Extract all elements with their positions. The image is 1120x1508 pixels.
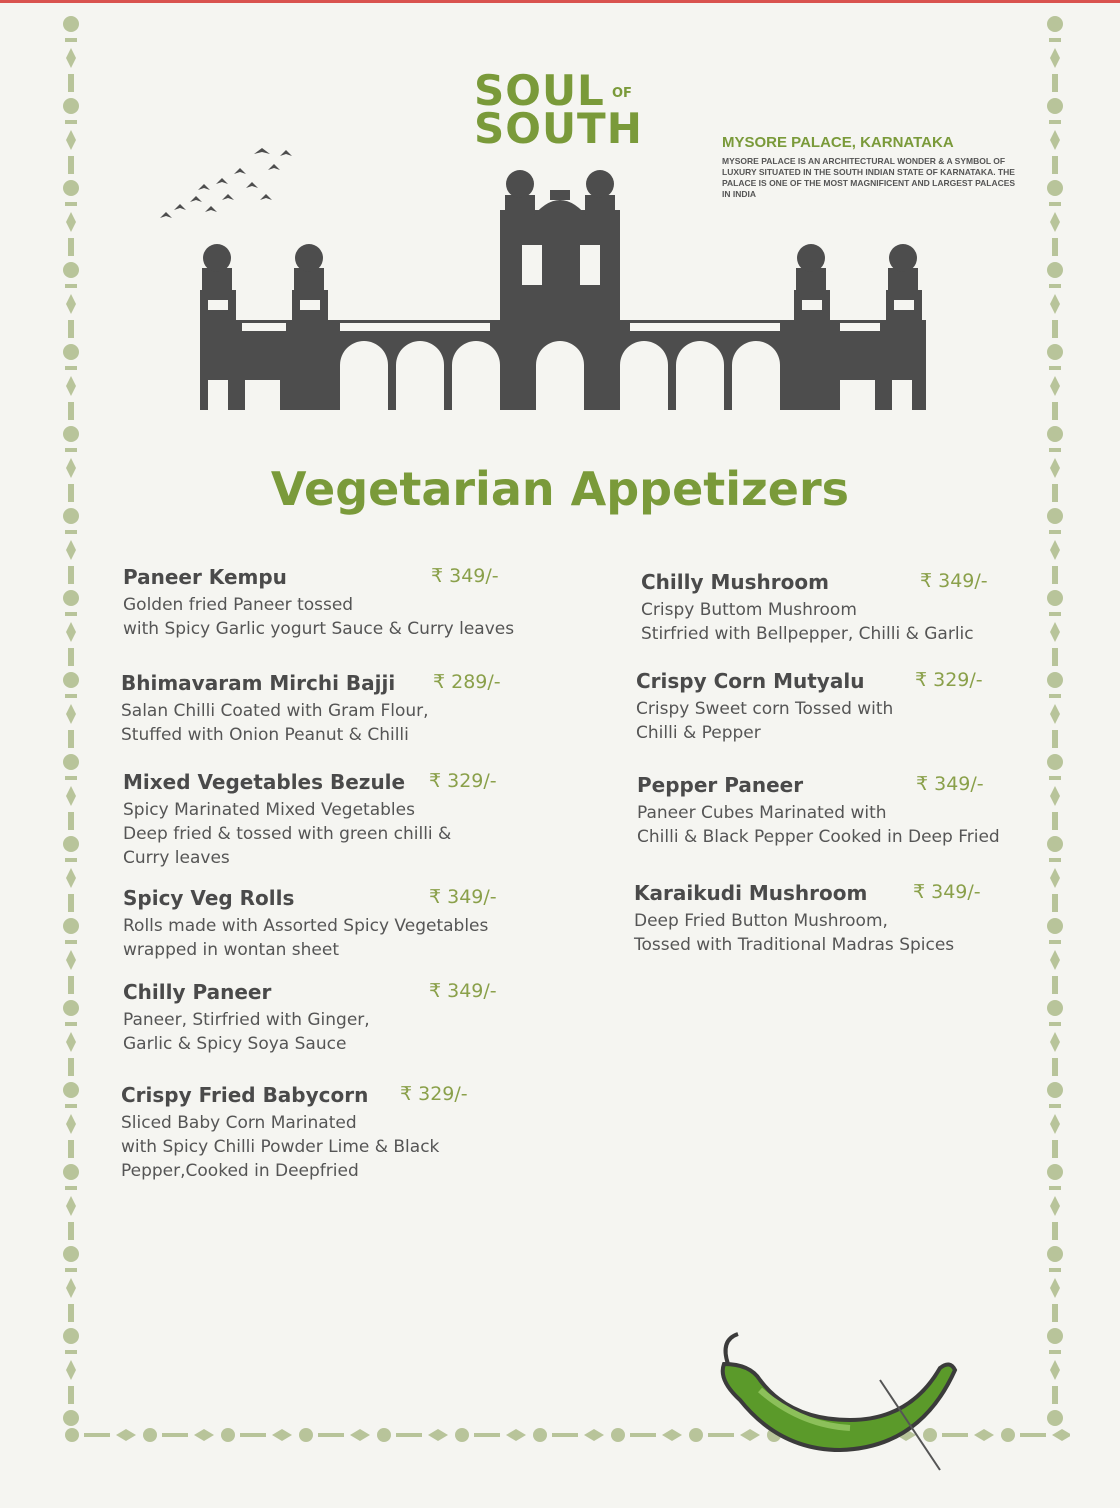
palace-silhouette-icon <box>150 140 950 420</box>
border-ornament <box>1049 530 1061 534</box>
menu-item-pepper-paneer <box>637 773 1067 849</box>
border-ornament <box>552 1433 578 1437</box>
border-ornament <box>63 344 79 360</box>
border-ornament <box>66 1032 76 1052</box>
border-ornament <box>68 156 74 174</box>
border-ornament <box>1047 754 1063 770</box>
border-ornament <box>1052 1386 1058 1404</box>
menu-item-name: Crispy Corn Mutyalu <box>636 669 865 693</box>
border-ornament <box>63 754 79 770</box>
border-ornament <box>1052 320 1058 338</box>
border-ornament <box>240 1433 266 1437</box>
menu-item-crispy-corn-mutyalu <box>636 669 1066 745</box>
border-ornament <box>1052 1429 1070 1441</box>
border-ornament <box>65 366 77 370</box>
border-ornament <box>66 868 76 888</box>
border-ornament <box>221 1428 235 1442</box>
border-ornament <box>1050 1360 1060 1380</box>
border-ornament <box>63 1246 79 1262</box>
menu-item-name: Crispy Fried Babycorn <box>121 1083 369 1107</box>
border-ornament <box>1049 202 1061 206</box>
border-ornament <box>1047 16 1063 32</box>
border-ornament <box>68 402 74 420</box>
menu-item-price: ₹ 349/- <box>429 980 497 1002</box>
menu-item-price: ₹ 329/- <box>400 1083 468 1105</box>
border-ornament <box>630 1433 656 1437</box>
menu-item-description: Rolls made with Assorted Spicy Vegetables wrapped in wontan sheet <box>123 916 489 960</box>
border-ornament <box>66 622 76 642</box>
menu-item-karaikudi-mushroom <box>634 881 1064 957</box>
border-ornament <box>63 426 79 442</box>
border-ornament <box>1047 1328 1063 1344</box>
border-ornament <box>1049 1268 1061 1272</box>
border-ornament <box>455 1428 469 1442</box>
border-ornament <box>68 566 74 584</box>
border-ornament <box>1049 38 1061 42</box>
menu-item-description: Spicy Marinated Mixed Vegetables Deep fried & tossed with green chilli & Curry leaves <box>123 800 452 868</box>
border-ornament <box>68 1304 74 1322</box>
border-ornament <box>66 130 76 150</box>
border-ornament <box>66 1114 76 1134</box>
border-ornament <box>1050 130 1060 150</box>
border-ornament <box>1050 294 1060 314</box>
menu-item-name: Paneer Kempu <box>123 565 287 589</box>
border-ornament <box>65 940 77 944</box>
menu-item-name: Bhimavaram Mirchi Bajji <box>121 671 396 695</box>
border-ornament <box>68 320 74 338</box>
brand-line-1: SOUL <box>474 66 605 115</box>
border-ornament <box>1050 1032 1060 1052</box>
border-ornament <box>1050 540 1060 560</box>
border-ornament <box>1052 976 1058 994</box>
menu-item-chilly-paneer <box>123 980 553 1056</box>
border-ornament <box>66 48 76 68</box>
border-ornament <box>68 1140 74 1158</box>
border-ornament <box>1049 448 1061 452</box>
border-ornament <box>65 612 77 616</box>
border-ornament <box>66 294 76 314</box>
border-ornament <box>1047 180 1063 196</box>
border-ornament <box>1049 120 1061 124</box>
border-ornament <box>1049 1350 1061 1354</box>
border-ornament <box>65 858 77 862</box>
menu-item-name: Spicy Veg Rolls <box>123 886 295 910</box>
border-ornament <box>1052 1140 1058 1158</box>
brand-line-2: SOUTH <box>474 104 643 153</box>
menu-item-price: ₹ 349/- <box>429 886 497 908</box>
border-ornament <box>1052 1304 1058 1322</box>
border-ornament <box>1050 376 1060 396</box>
border-ornament <box>1050 48 1060 68</box>
green-chilli-icon <box>700 1320 980 1480</box>
border-ornament <box>63 1164 79 1180</box>
menu-item-spicy-veg-rolls <box>123 886 553 962</box>
palace-description: MYSORE PALACE IS AN ARCHITECTURAL WONDER & A SYMBOL OF LUXURY SITUATED IN THE SOUTH INDIAN STATE OF KARNATAKA. THE PALACE IS ONE OF THE MOST MAGNIFICENT AND LARGEST PALACES IN INDIA <box>722 156 1016 199</box>
border-ornament <box>611 1428 625 1442</box>
birds-icon <box>160 148 292 218</box>
border-ornament <box>662 1429 682 1441</box>
border-ornament <box>66 1360 76 1380</box>
border-ornament <box>65 694 77 698</box>
border-ornament <box>1052 1058 1058 1076</box>
border-ornament <box>428 1429 448 1441</box>
border-ornament <box>63 836 79 852</box>
border-ornament <box>1049 1186 1061 1190</box>
border-ornament <box>68 812 74 830</box>
border-ornament <box>66 1196 76 1216</box>
menu-item-name: Mixed Vegetables Bezule <box>123 770 406 794</box>
border-ornament <box>350 1429 370 1441</box>
border-ornament <box>63 672 79 688</box>
border-ornament <box>194 1429 214 1441</box>
border-ornament <box>1049 1022 1061 1026</box>
menu-item-price: ₹ 329/- <box>429 770 497 792</box>
border-ornament <box>65 120 77 124</box>
menu-item-chilly-mushroom <box>641 570 1071 646</box>
border-ornament <box>65 1022 77 1026</box>
menu-item-description: Crispy Sweet corn Tossed with Chilli & Pepper <box>636 699 894 743</box>
section-heading: Vegetarian Appetizers <box>270 462 850 516</box>
border-ornament <box>396 1433 422 1437</box>
border-ornament <box>1047 1246 1063 1262</box>
border-ornament <box>162 1433 188 1437</box>
border-ornament <box>63 98 79 114</box>
border-ornament <box>272 1429 292 1441</box>
border-ornament <box>1050 212 1060 232</box>
menu-item-price: ₹ 349/- <box>913 881 981 903</box>
menu-item-price: ₹ 349/- <box>916 773 984 795</box>
border-ornament <box>318 1433 344 1437</box>
menu-item-name: Pepper Paneer <box>637 773 804 797</box>
menu-item-description: Golden fried Paneer tossed with Spicy Garlic yogurt Sauce & Curry leaves <box>123 595 515 639</box>
border-ornament <box>63 262 79 278</box>
menu-item-description: Paneer, Stirfried with Ginger, Garlic & Spicy Soya Sauce <box>123 1010 370 1054</box>
menu-item-paneer-kempu <box>123 565 553 641</box>
border-ornament <box>68 74 74 92</box>
border-ornament <box>63 918 79 934</box>
border-ornament <box>1049 366 1061 370</box>
border-ornament <box>1047 98 1063 114</box>
border-ornament <box>68 976 74 994</box>
left-ornamental-border <box>56 10 86 1430</box>
border-ornament <box>84 1433 110 1437</box>
border-ornament <box>1052 1222 1058 1240</box>
border-ornament <box>66 212 76 232</box>
menu-item-description: Paneer Cubes Marinated with Chilli & Black Pepper Cooked in Deep Fried <box>637 803 1000 847</box>
border-ornament <box>1020 1433 1046 1437</box>
border-ornament <box>66 376 76 396</box>
border-ornament <box>65 776 77 780</box>
border-ornament <box>65 448 77 452</box>
border-ornament <box>474 1433 500 1437</box>
border-ornament <box>65 1186 77 1190</box>
border-ornament <box>68 894 74 912</box>
menu-item-name: Chilly Mushroom <box>641 570 829 594</box>
border-ornament <box>584 1429 604 1441</box>
border-ornament <box>1050 1278 1060 1298</box>
top-rule <box>0 0 1120 3</box>
border-ornament <box>533 1428 547 1442</box>
border-ornament <box>65 1428 79 1442</box>
border-ornament <box>68 648 74 666</box>
border-ornament <box>63 590 79 606</box>
menu-item-price: ₹ 349/- <box>920 570 988 592</box>
border-ornament <box>63 1082 79 1098</box>
border-ornament <box>65 1350 77 1354</box>
border-ornament <box>63 180 79 196</box>
border-ornament <box>68 1222 74 1240</box>
border-ornament <box>66 540 76 560</box>
border-ornament <box>65 284 77 288</box>
border-ornament <box>1049 1104 1061 1108</box>
border-ornament <box>65 1268 77 1272</box>
border-ornament <box>63 1000 79 1016</box>
border-ornament <box>377 1428 391 1442</box>
menu-item-description: Salan Chilli Coated with Gram Flour, Stuffed with Onion Peanut & Chilli <box>121 701 429 745</box>
border-ornament <box>66 704 76 724</box>
brand-of: OF <box>612 86 632 101</box>
menu-item-description: Deep Fried Button Mushroom, Tossed with Traditional Madras Spices <box>634 911 955 955</box>
border-ornament <box>1047 1000 1063 1016</box>
border-ornament <box>63 16 79 32</box>
menu-item-name: Chilly Paneer <box>123 980 272 1004</box>
border-ornament <box>506 1429 526 1441</box>
border-ornament <box>65 38 77 42</box>
border-ornament <box>1052 74 1058 92</box>
border-ornament <box>68 730 74 748</box>
menu-item-price: ₹ 289/- <box>433 671 501 693</box>
border-ornament <box>1052 156 1058 174</box>
border-ornament <box>1052 238 1058 256</box>
border-ornament <box>65 202 77 206</box>
border-ornament <box>63 1328 79 1344</box>
menu-item-name: Karaikudi Mushroom <box>634 881 868 905</box>
border-ornament <box>1050 1196 1060 1216</box>
border-ornament <box>1047 1082 1063 1098</box>
menu-item-description: Crispy Buttom Mushroom Stirfried with Bellpepper, Chilli & Garlic <box>641 600 974 644</box>
border-ornament <box>1047 344 1063 360</box>
palace-title: MYSORE PALACE, KARNATAKA <box>722 134 954 151</box>
border-ornament <box>1047 1164 1063 1180</box>
border-ornament <box>1001 1428 1015 1442</box>
border-ornament <box>1052 648 1058 666</box>
border-ornament <box>66 786 76 806</box>
border-ornament <box>65 530 77 534</box>
border-ornament <box>1047 426 1063 442</box>
border-ornament <box>66 1278 76 1298</box>
border-ornament <box>68 1058 74 1076</box>
border-ornament <box>68 1386 74 1404</box>
border-ornament <box>66 950 76 970</box>
menu-item-bhimavaram-mirchi-bajji <box>121 671 551 747</box>
border-ornament <box>299 1428 313 1442</box>
border-ornament <box>1049 284 1061 288</box>
border-ornament <box>1047 262 1063 278</box>
menu-item-crispy-fried-babycorn <box>121 1083 551 1183</box>
menu-item-price: ₹ 349/- <box>431 565 499 587</box>
menu-item-price: ₹ 329/- <box>915 669 983 691</box>
border-ornament <box>1049 858 1061 862</box>
border-ornament <box>116 1429 136 1441</box>
menu-item-description: Sliced Baby Corn Marinated with Spicy Chilli Powder Lime & Black Pepper,Cooked in Deepfried <box>121 1113 440 1181</box>
border-ornament <box>1052 402 1058 420</box>
border-ornament <box>143 1428 157 1442</box>
border-ornament <box>65 1104 77 1108</box>
border-ornament <box>1050 1114 1060 1134</box>
menu-item-mixed-vegetables-bezule <box>123 770 553 870</box>
border-ornament <box>68 238 74 256</box>
